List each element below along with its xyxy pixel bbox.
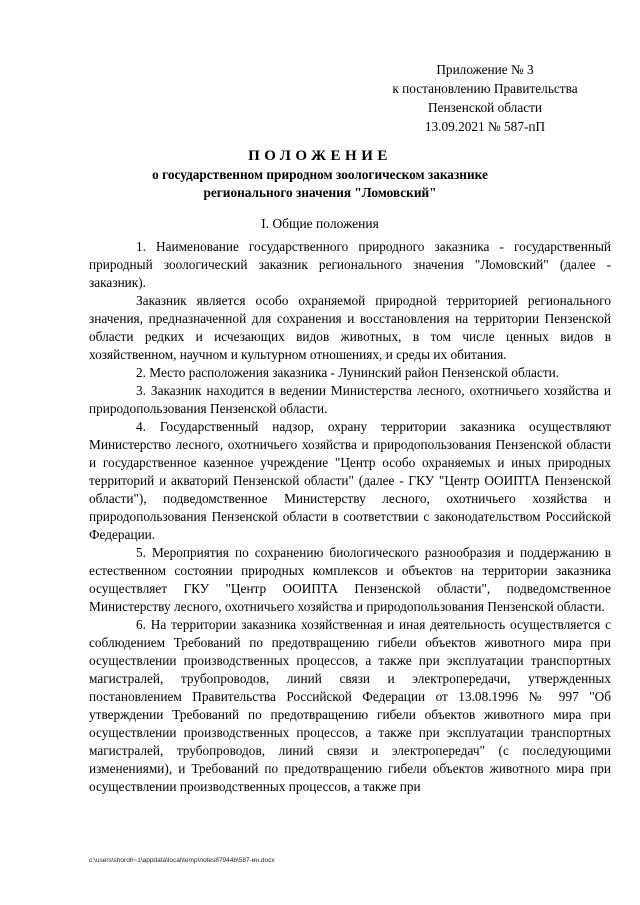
paragraph-5: 5. Мероприятия по сохранению биологического разнообразия и поддержанию в естественном состоянии природных комплексов и объектов на территории заказника осуществляет ГКУ "Центр ООИПТА Пензенской области", подведомственное Министерству лесного, охотничьего хозяйства и природопользования Пензенской области.	[89, 545, 611, 614]
section-heading: I. Общие положения	[261, 216, 379, 231]
paragraph-2: 2. Место расположения заказника - Лунинский район Пензенской области.	[136, 365, 560, 380]
appendix-resolution: к постановлению Правительства	[392, 81, 578, 96]
document-subtitle-line1: о государственном природном зоологическом заказнике	[152, 167, 488, 182]
appendix-region: Пензенской области	[427, 100, 543, 115]
paragraph-1-cont: Заказник является особо охраняемой природной территорией регионального значения, предназначенной для сохранения и восстановления на территории Пензенской области редких и исчезающих видов животных, в том числе ценных видов в хозяйственном, научном и культурном отношениях, и среды их обитания.	[89, 293, 611, 362]
appendix-number: Приложение № 3	[436, 62, 534, 77]
document-body	[89, 238, 611, 796]
appendix-block	[380, 60, 590, 136]
paragraph-3: 3. Заказник находится в ведении Министерства лесного, охотничьего хозяйства и природопользования Пензенской области.	[89, 383, 611, 416]
paragraph-6: 6. На территории заказника хозяйственная и иная деятельность осуществляется с соблюдением Требований по предотвращению гибели объектов животного мира при осуществлении производственных процессов, а также при эксплуатации транспортных магистралей, трубопроводов, линий связи и электропередачи, утвержденных постановлением Правительства Российской Федерации от 13.08.1996 № 997 "Об утверждении Требований по предотвращению гибели объектов животного мира при осуществлении производственных процессов, а также при эксплуатации транспортных магистралей, трубопроводов, линий связи и электропередач" (с последующими изменениями), и Требований по предотвращению гибели объектов животного мира при осуществлении производственных процессов, а также при	[89, 617, 611, 794]
appendix-date-number: 13.09.2021 № 587-пП	[424, 119, 546, 134]
paragraph-4: 4. Государственный надзор, охрану территории заказника осуществляют Министерство лесного, охотничьего хозяйства и природопользования Пензенской области и государственное казенное учреждение "Центр особо охраняемых и иных природных территорий и акваторий Пензенской области" (далее - ГКУ "Центр ООИПТА Пензенской области"), подведомственное Министерству лесного, охотничьего хозяйства и природопользования Пензенской области в соответствии с законодательством Российской Федерации.	[89, 419, 611, 542]
document-subtitle-line2: регионального значения "Ломовский"	[203, 185, 437, 200]
document-title: ПОЛОЖЕНИЕ	[248, 148, 392, 164]
paragraph-1: 1. Наименование государственного природного заказника - государственный природный зоологический заказник регионального значения "Ломовский" (далее - заказник).	[89, 239, 611, 290]
footer-file-path: c:\users\shoroh~1\appdata\local\temp\notes87944b\587-ии.docx	[89, 857, 275, 864]
